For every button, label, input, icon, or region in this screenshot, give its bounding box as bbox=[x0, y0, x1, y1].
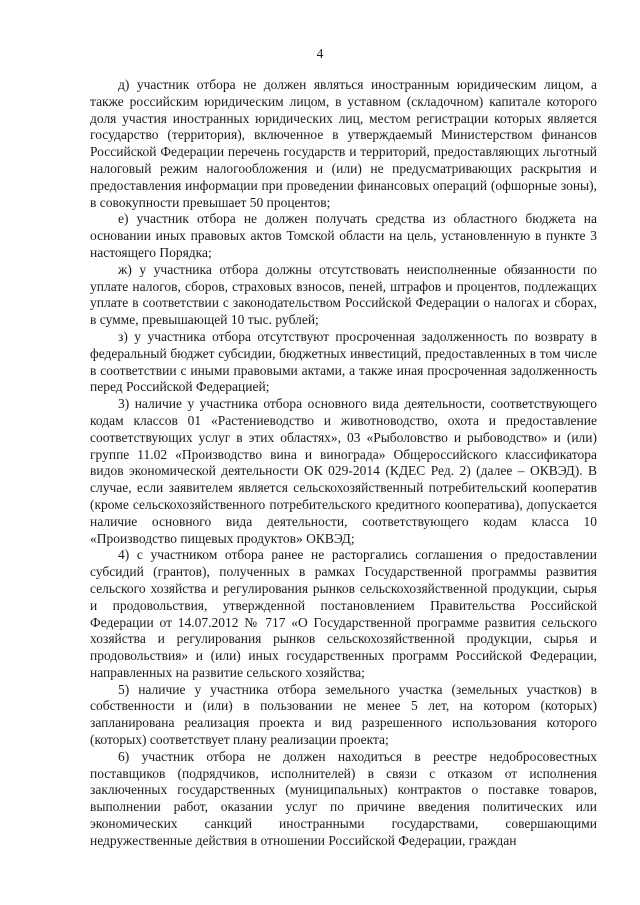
page-number: 4 bbox=[316, 46, 324, 61]
paragraph-4: 4) с участником отбора ранее не расторгались соглашения о предоставлении субсидий (грантов), полученных в рамках Государственной программы развития сельского хозяйства и регулирования рынков сельскохозяйственной продукции, сырья и продовольствия, утвержденной постановлением Правительства Российской Федерации от 14.07.2012 № 717 «О Государственной программе развития сельского хозяйства и регулирования рынков сельскохозяйственной продукции, сырья и продовольствия» и (или) иных государственных программ Российской Федерации, направленных на развитие сельского хозяйства; bbox=[90, 547, 597, 680]
paragraph-5: 5) наличие у участника отбора земельного участка (земельных участков) в собственности и (или) в пользовании не менее 5 лет, на котором (которых) запланирована реализация проекта и вид разрешенного использования которого (которых) соответствует плану реализации проекта; bbox=[90, 681, 597, 748]
document-body bbox=[90, 77, 597, 850]
paragraph-3: 3) наличие у участника отбора основного вида деятельности, соответствующего кодам классов 01 «Растениеводство и животноводство, охота и предоставление соответствующих услуг в этих областях», 03 «Рыболовство и рыбоводство» и (или) группе 11.02 «Производство вина и винограда» Общероссийского классификатора видов экономической деятельности ОК 029-2014 (КДЕС Ред. 2) (далее – ОКВЭД). В случае, если заявителем является сельскохозяйственный потребительский кооператив (кроме сельскохозяйственного потребительского кредитного кооператива), допускается наличие основного вида деятельности, соответствующего кодам класса 10 «Производство пищевых продуктов» ОКВЭД; bbox=[90, 396, 597, 546]
paragraph-6: 6) участник отбора не должен находиться в реестре недобросовестных поставщиков (подрядчиков, исполнителей) в связи с отказом от исполнения заключенных государственных (муниципальных) контрактов о поставке товаров, выполнении работ, оказании услуг по причине введения политических или экономических санкций иностранными государствами, совершающими недружественные действия в отношении Российской Федерации, граждан bbox=[90, 748, 597, 848]
paragraph-z: з) у участника отбора отсутствуют просроченная задолженность по возврату в федеральный бюджет субсидии, бюджетных инвестиций, предоставленных в том числе в соответствии с иными правовыми актами, а также иная просроченная задолженность перед Российской Федерацией; bbox=[90, 328, 597, 395]
paragraph-d: д) участник отбора не должен являться иностранным юридическим лицом, а также российским юридическим лицом, в уставном (складочном) капитале которого доля участия иностранных юридических лиц, местом регистрации которых является государство (территория), включенное в утверждаемый Министерством финансов Российской Федерации перечень государств и территорий, предоставляющих льготный налоговый режим налогообложения и (или) не предусматривающих раскрытия и предоставления информации при проведении финансовых операций (офшорные зоны), в совокупности превышает 50 процентов; bbox=[90, 77, 597, 210]
paragraph-e: е) участник отбора не должен получать средства из областного бюджета на основании иных правовых актов Томской области на цель, установленную в пункте 3 настоящего Порядка; bbox=[90, 211, 597, 260]
paragraph-zh: ж) у участника отбора должны отсутствовать неисполненные обязанности по уплате налогов, сборов, страховых взносов, пеней, штрафов и процентов, подлежащих уплате в соответствии с законодательством Российской Федерации о налогах и сборах, в сумме, превышающей 10 тыс. рублей; bbox=[90, 261, 597, 328]
